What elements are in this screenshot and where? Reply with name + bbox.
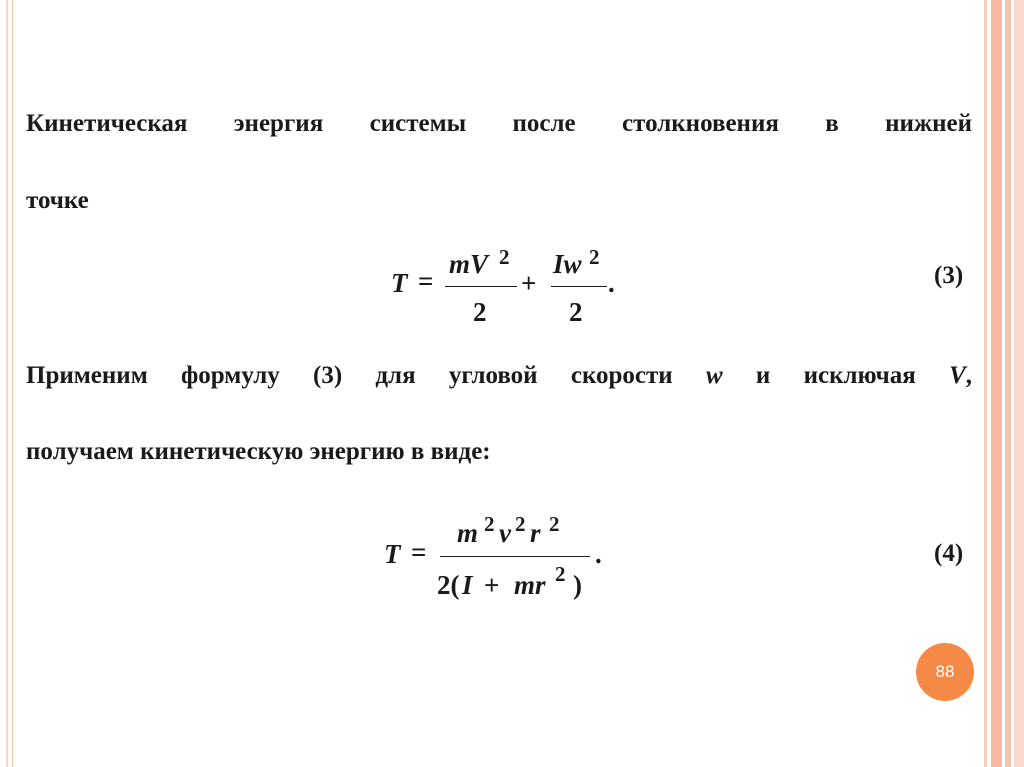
paragraph-2-V: V bbox=[949, 362, 966, 389]
eq3-fraction-line-2 bbox=[551, 286, 607, 287]
eq3-denominator-1: 2 bbox=[473, 297, 487, 327]
eq4-denominator-plus: + bbox=[484, 570, 500, 600]
eq3-plus: + bbox=[521, 268, 537, 298]
eq4-denominator-close: ) bbox=[573, 570, 582, 600]
eq4-exponent-v: 2 bbox=[515, 512, 526, 536]
eq4-period: . bbox=[595, 539, 602, 569]
eq4-denominator-I: I bbox=[462, 570, 473, 600]
paragraph-1-line-1: Кинетическая энергия системы после столкновения в нижней bbox=[26, 110, 972, 137]
eq4-numerator-m: m bbox=[457, 518, 479, 548]
eq4-exponent-r: 2 bbox=[549, 512, 560, 536]
eq3-equals: = bbox=[418, 266, 434, 296]
eq3-label: (3) bbox=[934, 262, 964, 289]
eq4-denominator-mr: mr bbox=[514, 570, 546, 600]
eq4-fraction-line bbox=[440, 556, 590, 557]
eq3-period: . bbox=[608, 268, 615, 298]
eq4-denominator-exponent: 2 bbox=[555, 562, 566, 586]
paragraph-2-text-a: Применим формулу (3) для угловой скорости bbox=[26, 362, 673, 389]
eq3-numerator-2: Iw bbox=[553, 249, 582, 279]
eq4-denominator-open: 2( bbox=[437, 570, 460, 600]
eq3-T: T bbox=[391, 268, 408, 298]
eq4-numerator-r: r bbox=[530, 518, 541, 548]
eq3-fraction-line-1 bbox=[445, 286, 517, 287]
eq3-exponent-2: 2 bbox=[589, 245, 600, 269]
eq4-T: T bbox=[384, 539, 401, 569]
paragraph-2-line-2: получаем кинетическую энергию в виде: bbox=[26, 438, 491, 465]
paragraph-2-comma: , bbox=[965, 362, 972, 389]
eq4-exponent-m: 2 bbox=[484, 512, 495, 536]
eq4-equals: = bbox=[411, 537, 427, 567]
page-number: 88 bbox=[935, 662, 955, 681]
page-number-badge bbox=[916, 643, 974, 701]
eq4-numerator-v: v bbox=[499, 518, 511, 548]
paragraph-2-w: w bbox=[705, 362, 723, 389]
eq3-denominator-2: 2 bbox=[569, 297, 583, 327]
paragraph-2-line-1 bbox=[26, 361, 972, 391]
paragraph-2-text-b: и исключая bbox=[755, 362, 916, 389]
paragraph-1-line-2: точке bbox=[26, 187, 89, 214]
eq4-label: (4) bbox=[934, 540, 964, 567]
eq3-exponent-1: 2 bbox=[499, 245, 510, 269]
eq3-numerator-1: mV bbox=[449, 249, 489, 279]
